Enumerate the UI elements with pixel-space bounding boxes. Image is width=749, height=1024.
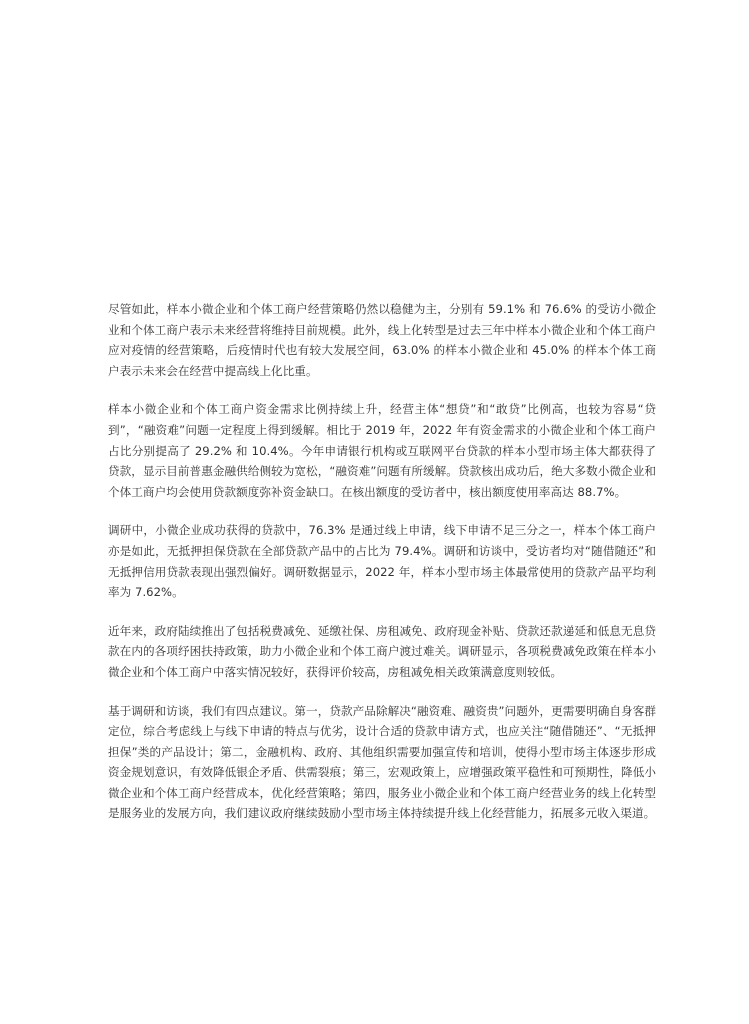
paragraph-relief-policies: 近年来，政府陆续推出了包括税费减免、延缴社保、房租减免、政府现金补贴、贷款还款递延和低息无息贷款在内的各项纾困扶持政策，助力小微企业和个体工商户渡过难关。调研显示，各项税费减免政策在样本小微企业和个体工商户中落实情况较好，获得评价较高，房租减免相关政策满意度则较低。 [108,623,656,679]
document-body [108,299,656,842]
paragraph-loan-channels: 调研中，小微企业成功获得的贷款中，76.3% 是通过线上申请，线下申请不足三分之一，样本个体工商户亦是如此，无抵押担保贷款在全部贷款产品中的占比为 79.4%。调研和访谈中，受访者均对“随借随还”和无抵押信用贷款表现出强烈偏好。调研数据显示，2022 年，样本小型市场主体最常使用的贷款产品平均利率为 7.62%。 [108,523,656,600]
paragraph-recommendations: 基于调研和访谈，我们有四点建议。第一，贷款产品除解决“融资难、融资贵”问题外，更需要明确自身客群定位，综合考虑线上与线下申请的特点与优劣，设计合适的贷款申请方式，也应关注“随借随还”、“无抵押担保”类的产品设计；第二，金融机构、政府、其他组织需要加强宣传和培训，使得小型市场主体逐步形成资金规划意识，有效降低银企矛盾、供需裂痕；第三，宏观政策上，应增强政策平稳性和可预期性，降低小微企业和个体工商户经营成本，优化经营策略；第四，服务业小微企业和个体工商户经营业务的线上化转型是服务业的发展方向，我们建议政府继续鼓励小型市场主体持续提升线上化经营能力，拓展多元收入渠道。 [108,703,656,821]
paragraph-business-strategy: 尽管如此，样本小微企业和个体工商户经营策略仍然以稳健为主，分别有 59.1% 和 76.6% 的受访小微企业和个体工商户表示未来经营将维持目前规模。此外，线上化转型是过去三年中样本小微企业和个体工商户应对疫情的经营策略，后疫情时代也有较大发展空间，63.0% 的样本小微企业和 45.0% 的样本个体工商户表示未来会在经营中提高线上化比重。 [108,302,656,378]
paragraph-financing-demand: 样本小微企业和个体工商户资金需求比例持续上升，经营主体“想贷”和“敢贷”比例高，也较为容易“贷到”，“融资难”问题一定程度上得到缓解。相比于 2019 年，2022 年有资金需求的小微企业和个体工商户占比分别提高了 29.2% 和 10.4%。今年申请银行机构或互联网平台贷款的样本小型市场主体大都获得了贷款，显示目前普惠金融供给侧较为宽松，“融资难”问题有所缓解。贷款核出成功后，绝大多数小微企业和个体工商户均会使用贷款额度弥补资金缺口。在核出额度的受访者中，核出额度使用率高达 88.7%。 [108,402,656,499]
